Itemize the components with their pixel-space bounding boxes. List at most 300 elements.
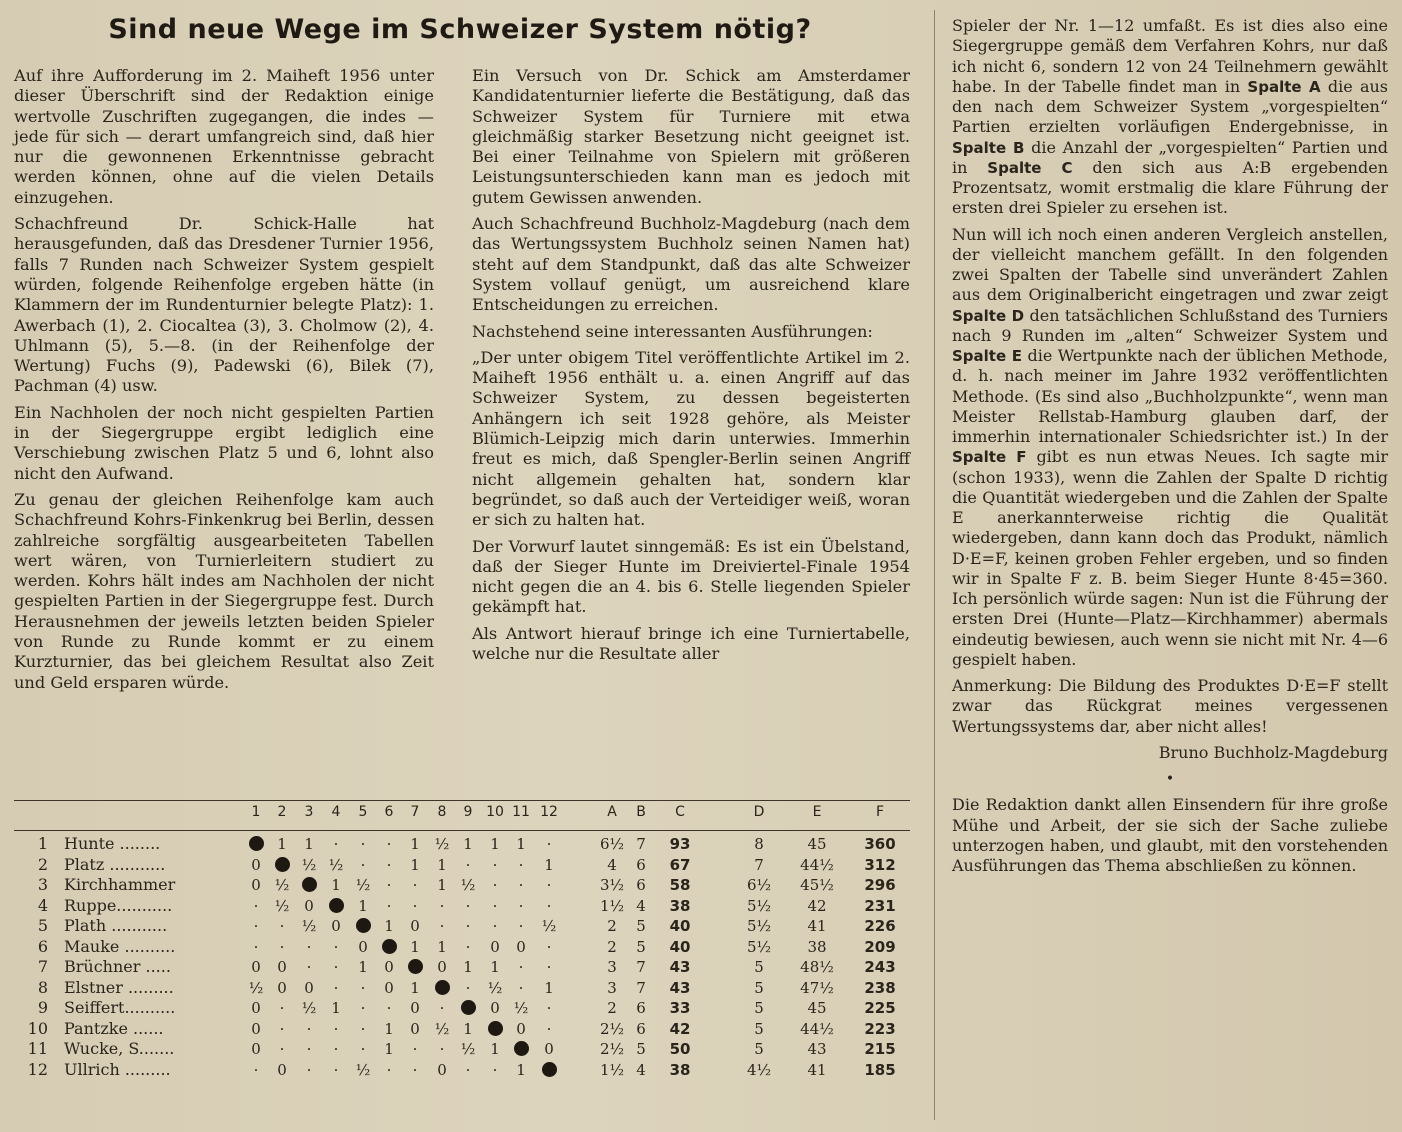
result-cell: · [546, 835, 552, 853]
score-cell-b: 5 [636, 937, 646, 956]
self-pairing-dot [296, 875, 322, 895]
score-cell-d: 5½ [746, 937, 772, 956]
result-cell: · [546, 958, 552, 976]
result-cell: 0 [490, 937, 500, 956]
result-cell: · [518, 876, 524, 894]
score-cell-f: 209 [864, 937, 896, 956]
score-cell-e: 44½ [800, 855, 834, 874]
result-cell: · [333, 1040, 339, 1058]
column-header: 10 [486, 804, 504, 820]
score-cell-d: 8 [754, 835, 764, 853]
self-pairing-dot [243, 834, 269, 854]
score-cell-f: 185 [864, 1060, 896, 1079]
author-signature: Bruno Buchholz-Magdeburg [1158, 742, 1388, 762]
player-number: 9 [37, 998, 48, 1017]
score-cell-a: 2 [607, 917, 617, 935]
player-name [14, 1060, 244, 1080]
player-name-text: Pantzke ...... [64, 1018, 164, 1038]
filled-circle-icon [488, 1021, 503, 1036]
result-cell: 1 [490, 958, 500, 976]
result-cell: 1 [544, 978, 554, 997]
paragraph: Zu genau der gleichen Reihenfolge kam auch Schachfreund Kohrs-Finkenkrug bei Berlin, dessen zahlreiche sorgfältig ausgearbeiteten Tabellen wert wären, von Turnierleitern studiert zu werden. Kohrs hält indes am Nachholen der nicht gespielten Partien in der Siegergruppe fest. Durch Herausnehmen der jeweils letzten beiden Spieler von Runde zu Runde kommt er zu einem Kurzturnier, das bei gleichem Resultat also Zeit und Geld ersparen würde. [14, 489, 434, 692]
text-column-1 [14, 66, 434, 699]
result-cell: ½ [248, 978, 264, 997]
score-cell-f: 360 [864, 835, 896, 853]
column-header: F [875, 804, 885, 820]
column-ref-b: Spalte B [952, 138, 1025, 157]
score-cell-d: 7 [754, 855, 764, 874]
column-header: C [675, 804, 685, 820]
score-cell-d: 5 [754, 958, 764, 976]
text-run: den sich aus A:B ergebenden Prozentsatz, womit erstmalig die klare Führung der ersten drei Spieler zu ersehen ist. [952, 157, 1388, 218]
paragraph [952, 16, 1388, 219]
section-separator: • [1165, 771, 1175, 787]
column-header: 5 [358, 804, 368, 820]
paragraph: Ein Nachholen der noch nicht gespielten Partien in der Siegergruppe ergibt lediglich eine Verschiebung zwischen Platz 5 und 6, lohnt also nicht den Aufwand. [14, 402, 434, 483]
result-cell: 0 [516, 1019, 526, 1038]
table-rule-top [14, 800, 910, 801]
result-cell: 1 [437, 855, 447, 874]
result-cell: 0 [251, 1040, 261, 1058]
result-cell: · [333, 958, 339, 976]
result-cell: 0 [384, 978, 394, 997]
result-cell: · [360, 855, 366, 874]
self-pairing-dot [482, 1019, 508, 1039]
result-cell: 0 [410, 917, 420, 935]
result-cell: ½ [328, 855, 344, 874]
score-cell-a: 4 [607, 855, 617, 874]
filled-circle-icon [382, 939, 397, 954]
result-cell: · [360, 835, 366, 853]
score-cell-c: 93 [669, 835, 691, 853]
player-name [14, 1039, 244, 1059]
score-cell-a: 3 [607, 978, 617, 997]
filled-circle-icon [356, 918, 371, 933]
paragraph: Auch Schachfreund Buchholz-Magdeburg (nach dem das Wertungssystem Buchholz seinen Namen hat) steht auf dem Standpunkt, daß das alte Schweizer System vollauf genügt, um ausreichend klare Entscheidungen zu erreichen. [472, 214, 910, 315]
result-cell: 0 [251, 958, 261, 976]
text-run: die aus den nach dem Schweizer System „vorgespielten“ Partien erzielten vorläufigen Endergebnisse, in [952, 76, 1389, 137]
result-cell: 1 [516, 835, 526, 853]
score-cell-c: 67 [669, 855, 691, 874]
score-cell-d: 5 [754, 1019, 764, 1038]
player-name-text: Hunte ........ [64, 834, 161, 853]
result-cell: · [412, 1040, 418, 1058]
result-cell: ½ [434, 835, 450, 853]
player-number: 4 [37, 895, 48, 915]
player-number: 12 [27, 1059, 48, 1079]
result-cell: · [279, 917, 285, 935]
column-header: 8 [437, 804, 447, 820]
result-cell: · [465, 896, 471, 915]
result-cell: 1 [358, 958, 368, 976]
result-cell: · [546, 999, 552, 1017]
player-name-text: Kirchhammer [64, 875, 176, 894]
result-cell: · [279, 1040, 285, 1058]
result-cell: 1 [463, 958, 473, 976]
result-cell: 1 [516, 1060, 526, 1079]
result-cell: · [253, 896, 259, 915]
player-name [14, 916, 244, 936]
score-cell-b: 7 [636, 835, 646, 853]
score-cell-e: 41 [807, 1060, 827, 1079]
paragraph: Als Antwort hierauf bringe ich eine Turniertabelle, welche nur die Resultate aller [472, 623, 910, 664]
result-cell: ½ [301, 999, 317, 1017]
result-cell: ½ [301, 855, 317, 874]
result-cell: ½ [460, 1040, 476, 1058]
result-cell: · [439, 896, 445, 915]
score-cell-e: 47½ [800, 978, 834, 997]
result-cell: 0 [437, 958, 447, 976]
result-cell: · [439, 999, 445, 1017]
result-cell: · [333, 1060, 339, 1079]
result-cell: · [306, 1019, 312, 1038]
score-cell-f: 226 [864, 917, 896, 935]
result-cell: ½ [355, 1060, 371, 1079]
result-cell: ½ [274, 896, 290, 915]
result-cell: 1 [410, 937, 420, 956]
player-name [14, 937, 244, 957]
player-name [14, 855, 244, 875]
self-pairing-dot [376, 937, 402, 957]
filled-circle-icon [275, 857, 290, 872]
player-name [14, 1019, 244, 1039]
text-run: gibt es nun etwas Neues. Ich sagte mir (schon 1933), wenn die Zahlen der Spalte D richtig die Quantität wiedergeben und die Zahlen der Spalte E anerkannterweise richtig die Qualität wiedergeben, dann kann doch das Produkt, nämlich D·E=F, keinen groben Fehler ergeben, und so finden wir in Spalte F z. B. beim Sieger Hunte 8·45=360. Ich persönlich würde sagen: Nun ist die Führung der ersten Drei (Hunte—Platz—Kirchhammer) abermals eindeutig bewiesen, auch wenn sie nicht mit Nr. 4—6 gespielt haben. [952, 447, 1388, 669]
table-rule-header [14, 830, 910, 831]
result-cell: · [439, 917, 445, 935]
result-cell: · [386, 835, 392, 853]
result-cell: 0 [304, 978, 314, 997]
score-cell-e: 42 [807, 896, 827, 915]
result-cell: 0 [251, 999, 261, 1017]
score-cell-a: 2½ [599, 1019, 625, 1038]
result-cell: 1 [437, 876, 447, 894]
result-cell: · [360, 1040, 366, 1058]
score-cell-a: 1½ [599, 896, 625, 915]
result-cell: 0 [304, 896, 314, 915]
text-run: Spieler der Nr. 1—12 umfaßt. Es ist dies also eine Siegergruppe gemäß dem Verfahren Kohrs, nur daß ich nicht 6, sondern 12 von 24 Teilnehmern gewählt habe. In der Tabelle findet man in [952, 16, 1388, 96]
paragraph: Der Vorwurf lautet sinngemäß: Es ist ein Übelstand, daß der Sieger Hunte im Dreiviertel-Finale 1954 nicht gegen die an 4. bis 6. Stelle liegenden Spieler gekämpft hat. [472, 536, 910, 617]
column-header: A [607, 804, 617, 820]
paragraph: Die Redaktion dankt allen Einsendern für ihre große Mühe und Arbeit, der sie sich der Sache zuliebe unterzogen haben, und glaubt, mit den vorstehenden Ausführungen das Thema abschließen zu können. [952, 795, 1388, 875]
score-cell-c: 42 [669, 1019, 691, 1038]
result-cell: 1 [410, 835, 420, 853]
filled-circle-icon [461, 1000, 476, 1015]
score-cell-b: 6 [636, 1019, 646, 1038]
column-header: 4 [331, 804, 341, 820]
player-name [14, 875, 244, 895]
result-cell: · [492, 1060, 498, 1079]
result-cell: ½ [274, 876, 290, 894]
score-cell-c: 38 [669, 896, 691, 915]
score-cell-e: 43 [807, 1040, 827, 1058]
score-cell-c: 38 [669, 1060, 691, 1079]
result-cell: ½ [541, 917, 557, 935]
score-cell-b: 6 [636, 999, 646, 1017]
result-cell: · [465, 978, 471, 997]
result-cell: 0 [544, 1040, 554, 1058]
score-cell-f: 296 [864, 876, 896, 894]
result-cell: 1 [463, 1019, 473, 1038]
player-number: 6 [37, 936, 48, 956]
article-title: Sind neue Wege im Schweizer System nötig? [108, 14, 812, 45]
text-run: die Wertpunkte nach der üblichen Methode, d. h. nach meiner im Jahre 1932 veröffentlichten Methode. (Es sind also „Buchholzpunkte“, wenn man Meister Rellstab-Hamburg glauben darf, der immerhin internationaler Schiedsrichter ist.) In der [952, 346, 1389, 446]
result-cell: 0 [410, 999, 420, 1017]
result-cell: · [412, 896, 418, 915]
player-name-text: Wucke, S....... [64, 1039, 175, 1058]
paragraph: Auf ihre Aufforderung im 2. Maiheft 1956 unter dieser Überschrift sind der Redaktion einige wertvolle Zuschriften zugegangen, die indes — jede für sich — derart umfangreich sind, daß hier nur die gewonnenen Erkenntnisse gebracht werden können, ohne auf die vielen Details einzugehen. [14, 66, 434, 207]
player-number: 5 [37, 916, 48, 935]
result-cell: · [518, 958, 524, 976]
filled-circle-icon [408, 959, 423, 974]
result-cell: ½ [487, 978, 503, 997]
score-cell-e: 44½ [800, 1019, 834, 1038]
self-pairing-dot [323, 896, 349, 916]
paragraph: Nachstehend seine interessanten Ausführungen: [472, 321, 873, 341]
player-name-text: Brüchner ..... [64, 957, 171, 976]
result-cell: 0 [251, 855, 261, 874]
result-cell: ½ [301, 917, 317, 935]
filled-circle-icon [302, 877, 317, 892]
score-cell-e: 45 [807, 999, 827, 1017]
result-cell: 0 [277, 978, 287, 997]
score-cell-c: 58 [669, 876, 691, 894]
result-cell: · [360, 1019, 366, 1038]
score-cell-b: 5 [636, 1040, 646, 1058]
player-number: 11 [27, 1039, 48, 1058]
result-cell: 1 [331, 876, 341, 894]
column-header: 3 [304, 804, 314, 820]
filled-circle-icon [435, 980, 450, 995]
self-pairing-dot [536, 1060, 562, 1080]
result-cell: · [306, 958, 312, 976]
result-cell: 1 [384, 1040, 394, 1058]
tournament-table [14, 790, 914, 1090]
score-cell-c: 33 [669, 999, 691, 1017]
score-cell-e: 45 [807, 835, 827, 853]
result-cell: 0 [437, 1060, 447, 1079]
column-divider [934, 10, 935, 1120]
player-name [14, 978, 244, 998]
score-cell-b: 6 [636, 876, 646, 894]
result-cell: · [253, 937, 259, 956]
result-cell: 1 [490, 1040, 500, 1058]
result-cell: · [386, 896, 392, 915]
player-number: 7 [37, 957, 48, 976]
result-cell: 1 [358, 896, 368, 915]
result-cell: · [279, 1019, 285, 1038]
player-name-text: Mauke .......... [64, 936, 176, 956]
paragraph [952, 225, 1388, 671]
result-cell: · [492, 917, 498, 935]
self-pairing-dot [508, 1039, 534, 1059]
result-cell: · [546, 896, 552, 915]
text-column-2 [472, 66, 910, 670]
score-cell-d: 5½ [746, 896, 772, 915]
score-cell-f: 243 [864, 958, 896, 976]
score-cell-a: 2 [607, 999, 617, 1017]
player-number: 8 [37, 977, 48, 997]
result-cell: ½ [355, 876, 371, 894]
filled-circle-icon [329, 898, 344, 913]
column-header: 11 [512, 804, 530, 820]
player-number: 3 [37, 875, 48, 894]
result-cell: · [279, 937, 285, 956]
result-cell: 1 [410, 978, 420, 997]
player-name [14, 834, 244, 854]
result-cell: · [518, 978, 524, 997]
self-pairing-dot [455, 998, 481, 1018]
result-cell: 0 [331, 917, 341, 935]
self-pairing-dot [402, 957, 428, 977]
result-cell: 1 [437, 937, 447, 956]
result-cell: · [492, 855, 498, 874]
result-cell: · [546, 1019, 552, 1038]
self-pairing-dot [429, 978, 455, 998]
player-number: 1 [37, 834, 48, 853]
column-ref-c: Spalte C [987, 158, 1073, 177]
column-header: 7 [410, 804, 420, 820]
self-pairing-dot [350, 916, 376, 936]
paragraph: Ein Versuch von Dr. Schick am Amsterdamer Kandidatenturnier lieferte die Bestätigung, daß das Schweizer System für Turniere mit etwa gleichmäßig starker Besetzung nicht geeignet ist. Bei einer Teilnahme von Spielern mit größeren Leistungsunterschieden kann man es jedoch mit gutem Gewissen anwenden. [472, 66, 910, 207]
result-cell: · [306, 937, 312, 956]
column-ref-d: Spalte D [952, 306, 1025, 325]
result-cell: 0 [251, 876, 261, 894]
score-cell-f: 231 [864, 896, 896, 915]
result-cell: · [279, 999, 285, 1017]
result-cell: 1 [384, 1019, 394, 1038]
result-cell: · [333, 937, 339, 956]
player-number: 2 [37, 854, 48, 874]
score-cell-e: 45½ [800, 876, 834, 894]
result-cell: 1 [463, 835, 473, 853]
text-column-3 [952, 16, 1388, 882]
score-cell-f: 312 [864, 855, 896, 874]
player-name-text: Plath ........... [64, 916, 168, 935]
result-cell: · [546, 937, 552, 956]
result-cell: · [412, 876, 418, 894]
score-cell-c: 43 [669, 978, 691, 997]
score-cell-b: 4 [636, 1060, 646, 1079]
score-cell-f: 238 [864, 978, 896, 997]
result-cell: · [465, 937, 471, 956]
score-cell-f: 225 [864, 999, 896, 1017]
result-cell: · [518, 855, 524, 874]
score-cell-c: 50 [669, 1040, 691, 1058]
result-cell: ½ [513, 999, 529, 1017]
result-cell: 0 [384, 958, 394, 976]
score-cell-d: 6½ [746, 876, 772, 894]
result-cell: · [465, 855, 471, 874]
score-cell-a: 2½ [599, 1040, 625, 1058]
result-cell: 1 [331, 999, 341, 1017]
score-cell-a: 3 [607, 958, 617, 976]
result-cell: 0 [251, 1019, 261, 1038]
result-cell: ½ [460, 876, 476, 894]
column-header: 6 [384, 804, 394, 820]
score-cell-b: 7 [636, 958, 646, 976]
self-pairing-dot [269, 855, 295, 875]
player-name [14, 998, 244, 1018]
result-cell: · [253, 1060, 259, 1079]
column-header: B [636, 804, 646, 820]
column-header: 9 [463, 804, 473, 820]
result-cell: · [465, 1060, 471, 1079]
score-cell-d: 4½ [746, 1060, 772, 1079]
result-cell: · [465, 917, 471, 935]
result-cell: 1 [277, 835, 287, 853]
result-cell: · [360, 999, 366, 1017]
score-cell-b: 4 [636, 896, 646, 915]
result-cell: · [412, 1060, 418, 1079]
result-cell: · [492, 896, 498, 915]
score-cell-e: 48½ [800, 958, 834, 976]
result-cell: 1 [410, 855, 420, 874]
score-cell-e: 41 [807, 917, 827, 935]
result-cell: 1 [384, 917, 394, 935]
score-cell-e: 38 [807, 937, 827, 956]
filled-circle-icon [249, 836, 264, 851]
column-ref-f: Spalte F [952, 448, 1027, 467]
score-cell-f: 215 [864, 1040, 896, 1058]
result-cell: · [253, 917, 259, 935]
paragraph: Anmerkung: Die Bildung des Produktes D·E=F stellt zwar das Rückgrat meines vergessenen Wertungssystems dar, aber nicht alles! [952, 676, 1388, 736]
result-cell: 0 [516, 937, 526, 956]
result-cell: 1 [304, 835, 314, 853]
result-cell: · [439, 1040, 445, 1058]
filled-circle-icon [542, 1062, 557, 1077]
result-cell: 1 [544, 855, 554, 874]
score-cell-a: 3½ [599, 876, 625, 894]
score-cell-c: 40 [669, 937, 691, 956]
score-cell-a: 2 [607, 937, 617, 956]
player-name-text: Ullrich ......... [64, 1059, 171, 1079]
column-header: E [812, 804, 822, 820]
column-ref-e: Spalte E [952, 347, 1022, 365]
paragraph: Schachfreund Dr. Schick-Halle hat herausgefunden, daß das Dresdener Turnier 1956, falls 7 Runden nach Schweizer System gespielt würden, folgende Reihenfolge ergeben hätte (in Klammern der im Rundenturnier belegte Platz): 1. Awerbach (1), 2. Ciocaltea (3), 3. Cholmow (2), 4. Uhlmann (5), 5.—8. (in der Reihenfolge der Wertung) Fuchs (9), Padewski (6), Bilek (7), Pachman (4) usw. [14, 214, 434, 396]
score-cell-c: 43 [669, 958, 691, 976]
score-cell-d: 5 [754, 999, 764, 1017]
text-run: Nun will ich noch einen anderen Vergleich anstellen, der vielleicht manchem gefällt. In den folgenden zwei Spalten der Tabelle sind unverändert Zahlen aus dem Originalbericht eingetragen und zwar zeigt [952, 224, 1388, 305]
column-header: 2 [277, 804, 287, 820]
score-cell-b: 5 [636, 917, 646, 935]
score-cell-b: 6 [636, 855, 646, 874]
result-cell: 0 [490, 999, 500, 1017]
result-cell: · [333, 1019, 339, 1038]
result-cell: · [333, 835, 339, 853]
filled-circle-icon [514, 1041, 529, 1056]
score-cell-d: 5½ [746, 917, 772, 935]
player-number: 10 [27, 1018, 48, 1038]
result-cell: · [386, 855, 392, 874]
result-cell: 0 [358, 937, 368, 956]
result-cell: 1 [490, 835, 500, 853]
result-cell: ½ [434, 1019, 450, 1038]
result-cell: · [492, 876, 498, 894]
column-header: 12 [540, 804, 558, 820]
score-cell-a: 1½ [599, 1060, 625, 1079]
player-name-text: Seiffert.......... [64, 998, 176, 1017]
text-run: den tatsächlichen Schlußstand des Turniers nach 9 Runden im „alten“ Schweizer System und [952, 305, 1389, 345]
result-cell: · [386, 876, 392, 894]
result-cell: · [518, 896, 524, 915]
score-cell-d: 5 [754, 978, 764, 997]
result-cell: · [386, 1060, 392, 1079]
column-header: 1 [251, 804, 261, 820]
player-name-text: Ruppe........... [64, 895, 173, 915]
result-cell: · [306, 1060, 312, 1079]
paragraph: „Der unter obigem Titel veröffentlichte Artikel im 2. Maiheft 1956 enthält u. a. einen Angriff auf das Schweizer System, zu dessen begeisterten Anhängern ich seit 1928 gehöre, als Meister Blümich-Leipzig mich darin unterwies. Immerhin freut es mich, daß Spengler-Berlin seinen Angriff nicht allgemein gehalten hat, sondern klar begründet, so daß auch der Verteidiger weiß, woran er sich zu halten hat. [472, 347, 910, 530]
result-cell: · [306, 1040, 312, 1058]
